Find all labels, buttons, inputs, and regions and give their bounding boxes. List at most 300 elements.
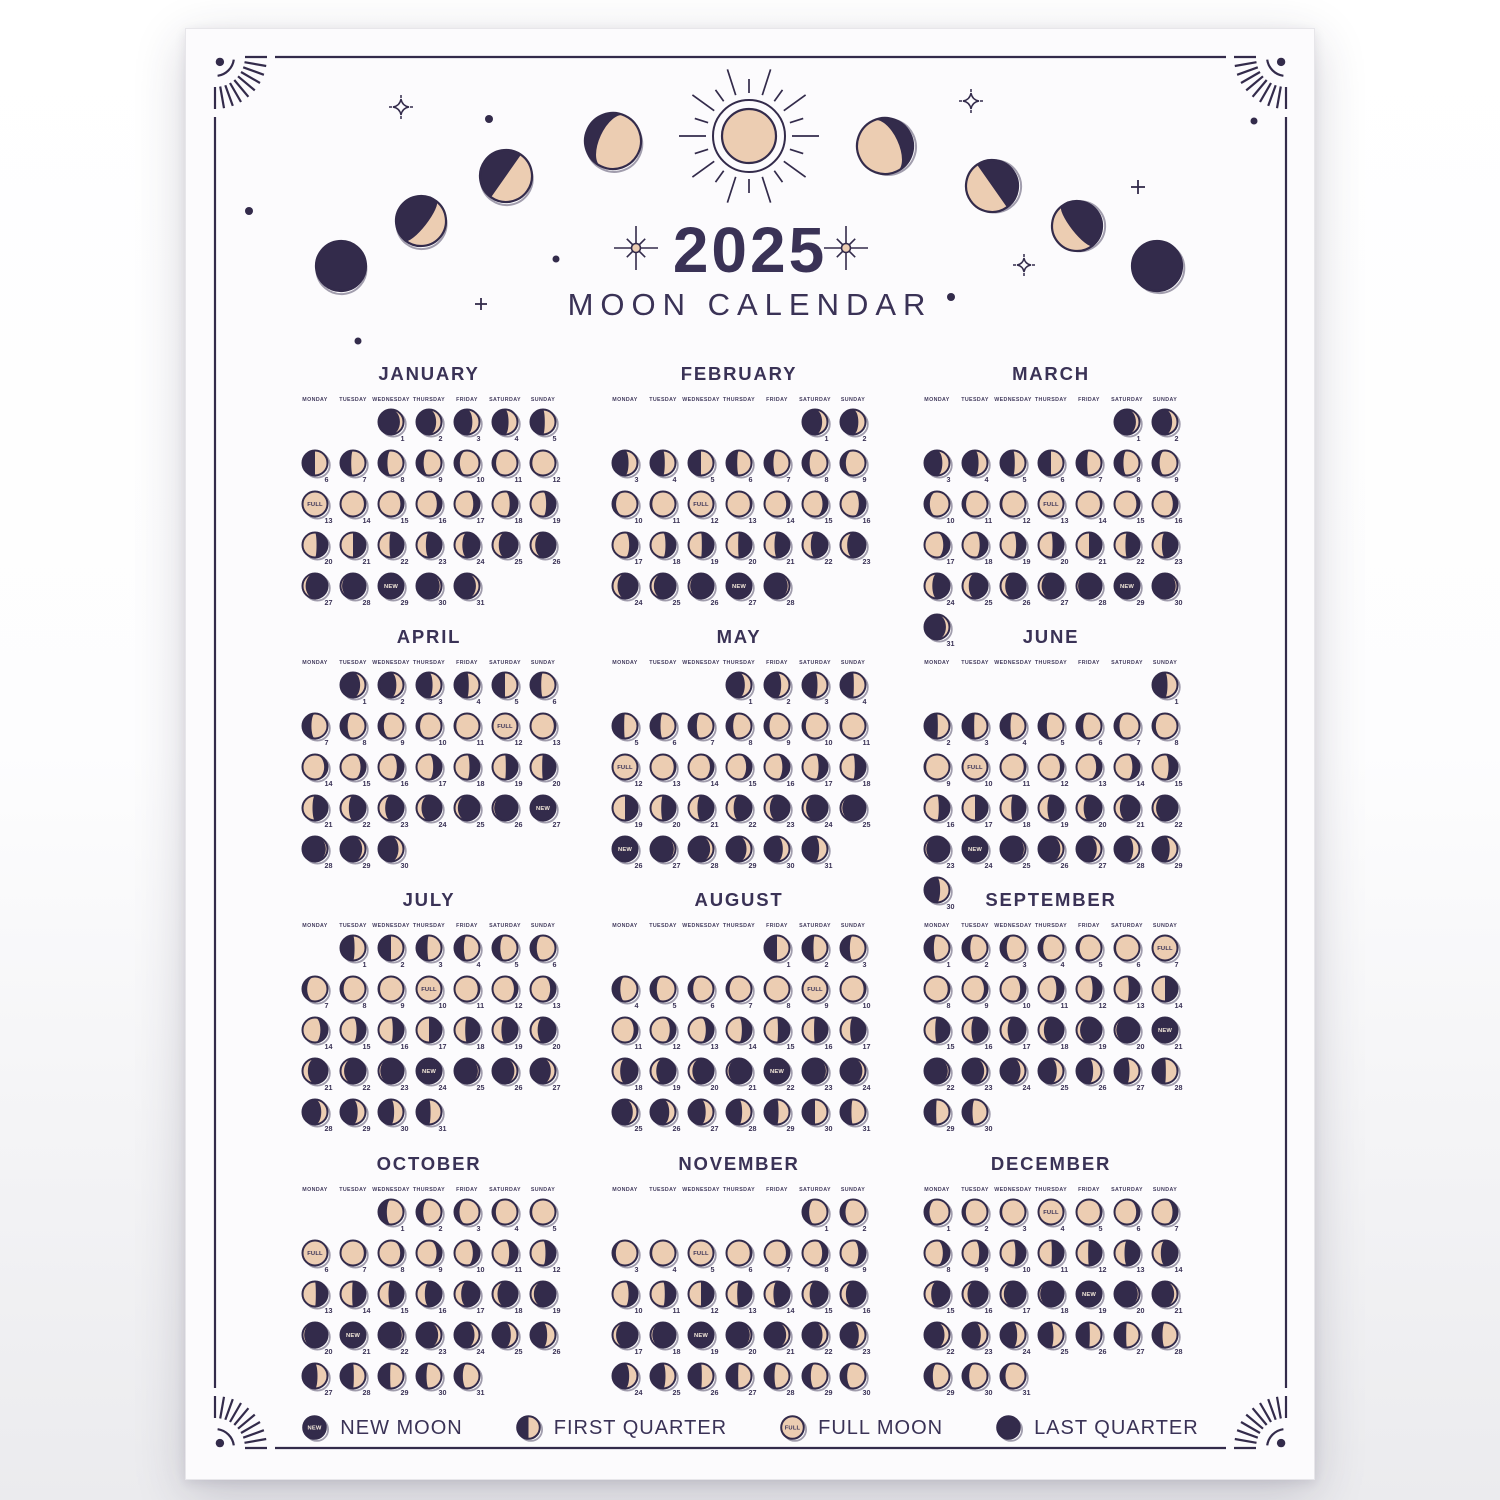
day-20-moon (303, 1323, 333, 1357)
day-29-moon (379, 1364, 409, 1398)
day-number: 24 (984, 861, 993, 870)
day-19-moon (1001, 533, 1031, 567)
day-number: 17 (1022, 1306, 1031, 1315)
day-12-moon (689, 1282, 719, 1316)
day-number: 9 (946, 779, 951, 788)
svg-text:FULL: FULL (421, 987, 437, 994)
day-number: 11 (1060, 1265, 1069, 1274)
day-number: 29 (824, 1388, 833, 1397)
day-number: 1 (362, 697, 367, 706)
day-number: 9 (984, 1001, 989, 1010)
weekday-header: WEDNESDAY (994, 923, 1032, 929)
day-number: 12 (710, 1306, 719, 1315)
day-9-moon (841, 451, 868, 485)
day-number: 21 (1098, 557, 1107, 566)
day-number: 28 (1098, 598, 1107, 607)
day-number: 3 (476, 1224, 481, 1233)
day-number: 28 (362, 1388, 371, 1397)
day-number: 15 (362, 1042, 371, 1051)
day-number: 4 (514, 1224, 519, 1233)
day-5-moon (493, 936, 520, 970)
weekday-header: WEDNESDAY (994, 660, 1032, 666)
weekday-header: SUNDAY (1152, 923, 1178, 929)
day-19-moon (689, 1323, 719, 1357)
day-5-moon (531, 1200, 558, 1234)
day-number: 21 (324, 1083, 333, 1092)
day-5-moon (651, 977, 678, 1011)
day-18-moon (1039, 1018, 1069, 1052)
day-number: 22 (362, 820, 371, 829)
day-31-moon (455, 1364, 485, 1398)
day-6-moon (531, 936, 558, 970)
day-number: 1 (946, 960, 951, 969)
day-20-moon (531, 755, 561, 789)
day-10-moon (963, 755, 993, 789)
day-number: 26 (1060, 861, 1069, 870)
day-10-moon (1001, 1241, 1031, 1275)
day-number: 1 (1136, 434, 1141, 443)
month-title: MAY (716, 626, 762, 647)
weekday-header: FRIDAY (1078, 923, 1100, 929)
day-number: 13 (552, 738, 561, 747)
day-number: 20 (1098, 820, 1107, 829)
weekday-header: FRIDAY (456, 397, 478, 403)
weekday-header: MONDAY (302, 397, 328, 403)
day-number: 27 (552, 1083, 561, 1092)
day-number: 21 (362, 557, 371, 566)
day-26-moon (651, 1100, 681, 1134)
day-number: 22 (946, 1083, 955, 1092)
day-number: 10 (1022, 1001, 1031, 1010)
day-9-moon (765, 714, 792, 748)
day-number: 3 (1022, 960, 1027, 969)
day-number: 24 (634, 1388, 643, 1397)
day-number: 20 (672, 820, 681, 829)
day-number: 19 (1098, 1306, 1107, 1315)
day-7-moon (765, 451, 792, 485)
day-number: 24 (476, 1347, 485, 1356)
day-number: 23 (862, 1347, 871, 1356)
day-7-moon (727, 977, 754, 1011)
day-21-moon (689, 796, 719, 830)
weekday-header: THURSDAY (1034, 1187, 1068, 1193)
day-number: 15 (400, 516, 409, 525)
day-17-moon (963, 796, 993, 830)
day-20-moon (1115, 1018, 1145, 1052)
day-number: 27 (748, 1388, 757, 1397)
day-23-moon (417, 533, 447, 567)
day-number: 10 (862, 1001, 871, 1010)
day-3-moon (925, 451, 952, 485)
day-number: 5 (634, 738, 639, 747)
calendar-subtitle: MOON CALENDAR (567, 287, 933, 322)
day-number: 1 (786, 960, 791, 969)
day-9-moon (417, 1241, 444, 1275)
day-16-moon (803, 1018, 833, 1052)
day-13-moon (1077, 755, 1107, 789)
day-number: 25 (672, 1388, 681, 1397)
day-number: 24 (476, 557, 485, 566)
day-number: 15 (1174, 779, 1183, 788)
day-14-moon (341, 1282, 371, 1316)
day-number: 22 (362, 1083, 371, 1092)
day-20-moon (727, 1323, 757, 1357)
legend-label-last: LAST QUARTER (1034, 1416, 1199, 1439)
day-19-moon (531, 1282, 561, 1316)
day-16-moon (1153, 492, 1183, 526)
day-number: 20 (324, 1347, 333, 1356)
day-23-moon (841, 533, 871, 567)
weekday-header: TUESDAY (339, 397, 367, 403)
day-10-moon (613, 492, 643, 526)
day-22-moon (341, 1059, 371, 1093)
day-number: 6 (748, 1265, 753, 1274)
day-15-moon (925, 1282, 955, 1316)
day-26-moon (1077, 1059, 1107, 1093)
day-number: 23 (1174, 557, 1183, 566)
day-number: 19 (1060, 820, 1069, 829)
day-number: 4 (672, 1265, 677, 1274)
day-number: 27 (324, 598, 333, 607)
day-23-moon (379, 796, 409, 830)
day-number: 25 (1022, 861, 1031, 870)
day-number: 2 (862, 434, 867, 443)
svg-text:NEW: NEW (1119, 584, 1135, 590)
day-2-moon (925, 714, 952, 748)
day-number: 15 (786, 1042, 795, 1051)
day-23-moon (803, 1059, 833, 1093)
day-19-moon (689, 533, 719, 567)
day-number: 30 (862, 1388, 871, 1397)
day-27-moon (689, 1100, 719, 1134)
day-number: 27 (1098, 861, 1107, 870)
day-16-moon (765, 755, 795, 789)
day-number: 6 (552, 697, 557, 706)
month-title: APRIL (396, 626, 462, 647)
day-number: 19 (710, 1347, 719, 1356)
day-number: 27 (1136, 1347, 1145, 1356)
day-number: 24 (1022, 1347, 1031, 1356)
day-number: 16 (824, 1042, 833, 1051)
day-12-moon (651, 1018, 681, 1052)
svg-text:FULL: FULL (307, 1251, 323, 1258)
day-27-moon (1039, 574, 1069, 608)
day-number: 18 (476, 1042, 485, 1051)
day-19-moon (1039, 796, 1069, 830)
day-26-moon (531, 533, 561, 567)
day-number: 5 (1022, 475, 1027, 484)
day-29-moon (925, 1100, 955, 1134)
day-number: 6 (324, 1265, 329, 1274)
day-number: 25 (1060, 1347, 1069, 1356)
day-21-moon (341, 533, 371, 567)
day-2-moon (841, 1200, 868, 1234)
day-number: 10 (476, 1265, 485, 1274)
svg-text:NEW: NEW (769, 1069, 785, 1075)
day-number: 4 (1060, 960, 1065, 969)
day-25-moon (1039, 1059, 1069, 1093)
day-25-moon (651, 1364, 681, 1398)
day-number: 17 (438, 1042, 447, 1051)
day-number: 14 (324, 1042, 333, 1051)
day-number: 2 (862, 1224, 867, 1233)
day-number: 14 (362, 516, 371, 525)
day-number: 12 (710, 516, 719, 525)
day-13-moon (727, 1282, 757, 1316)
day-21-moon (765, 533, 795, 567)
day-16-moon (379, 755, 409, 789)
day-3-moon (1001, 936, 1028, 970)
svg-text:NEW: NEW (731, 584, 747, 590)
day-number: 20 (748, 557, 757, 566)
day-6-moon (689, 977, 716, 1011)
day-number: 23 (862, 557, 871, 566)
day-28-moon (765, 574, 795, 608)
month-march (901, 360, 1201, 652)
day-number: 28 (786, 1388, 795, 1397)
day-8-moon (925, 977, 952, 1011)
month-title: JUNE (1022, 626, 1080, 647)
month-title: FEBRUARY (680, 363, 798, 384)
day-13-moon (531, 714, 561, 748)
day-number: 1 (748, 697, 753, 706)
day-4-moon (455, 673, 482, 707)
day-number: 9 (400, 1001, 405, 1010)
day-number: 12 (552, 475, 561, 484)
weekday-header: TUESDAY (961, 660, 989, 666)
day-number: 20 (324, 557, 333, 566)
day-number: 3 (634, 1265, 639, 1274)
day-26-moon (493, 1059, 523, 1093)
day-21-moon (765, 1323, 795, 1357)
day-number: 25 (1060, 1083, 1069, 1092)
day-number: 17 (476, 1306, 485, 1315)
day-3-moon (963, 714, 990, 748)
day-3-moon (613, 1241, 640, 1275)
day-number: 6 (1136, 960, 1141, 969)
day-number: 2 (984, 1224, 989, 1233)
day-number: 6 (672, 738, 677, 747)
day-20-moon (689, 1059, 719, 1093)
day-number: 17 (984, 820, 993, 829)
day-5-moon (493, 673, 520, 707)
day-10-moon (455, 451, 485, 485)
weekday-header: TUESDAY (649, 397, 677, 403)
day-number: 24 (824, 820, 833, 829)
svg-text:FULL: FULL (967, 765, 983, 772)
day-15-moon (1153, 755, 1183, 789)
day-26-moon (689, 1364, 719, 1398)
day-number: 19 (710, 557, 719, 566)
day-29-moon (925, 1364, 955, 1398)
day-18-moon (963, 533, 993, 567)
day-14-moon (1115, 755, 1145, 789)
day-number: 23 (438, 557, 447, 566)
day-3-moon (417, 673, 444, 707)
day-number: 8 (786, 1001, 791, 1010)
day-27-moon (727, 1364, 757, 1398)
phase-legend (186, 1413, 1314, 1443)
day-number: 23 (824, 1083, 833, 1092)
day-16-moon (417, 1282, 447, 1316)
day-number: 4 (984, 475, 989, 484)
day-13-moon (1115, 977, 1145, 1011)
day-16-moon (841, 1282, 871, 1316)
weekday-header: THURSDAY (722, 660, 756, 666)
weekday-header: SATURDAY (1111, 923, 1143, 929)
day-number: 28 (786, 598, 795, 607)
day-number: 14 (710, 779, 719, 788)
day-number: 11 (476, 738, 485, 747)
day-28-moon (303, 1100, 333, 1134)
day-10-moon (925, 492, 955, 526)
weekday-header: SATURDAY (1111, 1187, 1143, 1193)
day-23-moon (765, 796, 795, 830)
day-number: 11 (476, 1001, 485, 1010)
weekday-header: THURSDAY (722, 397, 756, 403)
svg-text:FULL: FULL (807, 987, 823, 994)
day-3-moon (455, 1200, 482, 1234)
day-29-moon (341, 1100, 371, 1134)
day-2-moon (963, 936, 990, 970)
month-february (589, 360, 889, 652)
day-13-moon (531, 977, 561, 1011)
day-17-moon (925, 533, 955, 567)
day-number: 22 (1174, 820, 1183, 829)
day-20-moon (651, 796, 681, 830)
legend-item-new (301, 1414, 462, 1443)
day-number: 13 (1136, 1265, 1145, 1274)
day-number: 30 (824, 1124, 833, 1133)
weekday-header: SATURDAY (489, 660, 521, 666)
day-number: 7 (786, 1265, 791, 1274)
day-number: 14 (748, 1042, 757, 1051)
day-number: 28 (1174, 1347, 1183, 1356)
day-23-moon (1153, 533, 1183, 567)
day-24-moon (1001, 1059, 1031, 1093)
weekday-header: MONDAY (302, 1187, 328, 1193)
day-25-moon (493, 1323, 523, 1357)
month-november (589, 1150, 889, 1442)
day-25-moon (455, 796, 485, 830)
month-title: MARCH (1012, 363, 1090, 384)
day-number: 24 (634, 598, 643, 607)
day-22-moon (341, 796, 371, 830)
day-29-moon (1115, 574, 1145, 608)
day-24-moon (613, 1364, 643, 1398)
day-number: 17 (862, 1042, 871, 1051)
day-number: 2 (984, 960, 989, 969)
weekday-header: SUNDAY (1152, 660, 1178, 666)
day-6-moon (303, 1241, 330, 1275)
day-number: 10 (1022, 1265, 1031, 1274)
day-29-moon (803, 1364, 833, 1398)
day-number: 14 (1136, 779, 1145, 788)
day-number: 23 (400, 1083, 409, 1092)
day-number: 2 (946, 738, 951, 747)
day-2-moon (417, 1200, 444, 1234)
day-5-moon (689, 451, 716, 485)
day-number: 3 (1022, 1224, 1027, 1233)
day-18-moon (493, 492, 523, 526)
day-14-moon (689, 755, 719, 789)
svg-text:FULL: FULL (1157, 946, 1173, 953)
day-number: 3 (824, 697, 829, 706)
day-number: 19 (552, 516, 561, 525)
day-9-moon (925, 755, 952, 789)
day-number: 7 (748, 1001, 753, 1010)
day-25-moon (963, 574, 993, 608)
month-title: DECEMBER (990, 1153, 1112, 1174)
day-number: 25 (862, 820, 871, 829)
day-1-moon (765, 936, 792, 970)
weekday-header: TUESDAY (649, 923, 677, 929)
day-10-moon (613, 1282, 643, 1316)
day-number: 2 (1174, 434, 1179, 443)
weekday-header: MONDAY (302, 660, 328, 666)
day-3-moon (417, 936, 444, 970)
day-number: 11 (514, 1265, 523, 1274)
weekday-header: TUESDAY (339, 660, 367, 666)
day-27-moon (651, 837, 681, 871)
month-december (901, 1150, 1201, 1442)
day-8-moon (727, 714, 754, 748)
weekday-header: THURSDAY (412, 1187, 446, 1193)
day-number: 16 (786, 779, 795, 788)
day-number: 19 (672, 1083, 681, 1092)
day-number: 13 (748, 516, 757, 525)
decor-dot (1251, 118, 1258, 125)
day-number: 12 (1060, 779, 1069, 788)
day-number: 26 (552, 557, 561, 566)
day-4-moon (493, 410, 520, 444)
day-20-moon (303, 533, 333, 567)
day-19-moon (1077, 1018, 1107, 1052)
day-14-moon (303, 1018, 333, 1052)
day-13-moon (727, 492, 757, 526)
weekday-header: WEDNESDAY (372, 1187, 410, 1193)
day-22-moon (727, 796, 757, 830)
svg-text:FULL: FULL (497, 724, 513, 731)
day-number: 8 (400, 1265, 405, 1274)
day-number: 29 (1136, 598, 1145, 607)
day-20-moon (1115, 1282, 1145, 1316)
day-number: 23 (984, 1083, 993, 1092)
day-10-moon (841, 977, 871, 1011)
day-17-moon (841, 1018, 871, 1052)
day-number: 7 (1174, 1224, 1179, 1233)
weekday-header: THURSDAY (412, 660, 446, 666)
day-number: 2 (438, 434, 443, 443)
day-number: 3 (476, 434, 481, 443)
day-7-moon (341, 1241, 368, 1275)
weekday-header: SUNDAY (530, 397, 556, 403)
day-number: 13 (748, 1306, 757, 1315)
day-16-moon (379, 1018, 409, 1052)
day-number: 6 (710, 1001, 715, 1010)
legend-item-last (995, 1414, 1199, 1443)
day-4-moon (651, 451, 678, 485)
star-icon (389, 95, 413, 119)
day-12-moon (1039, 755, 1069, 789)
day-2-moon (379, 936, 406, 970)
day-14-moon (727, 1018, 757, 1052)
day-number: 16 (438, 1306, 447, 1315)
day-15-moon (341, 755, 371, 789)
day-number: 19 (514, 1042, 523, 1051)
day-number: 29 (362, 1124, 371, 1133)
day-number: 3 (984, 738, 989, 747)
